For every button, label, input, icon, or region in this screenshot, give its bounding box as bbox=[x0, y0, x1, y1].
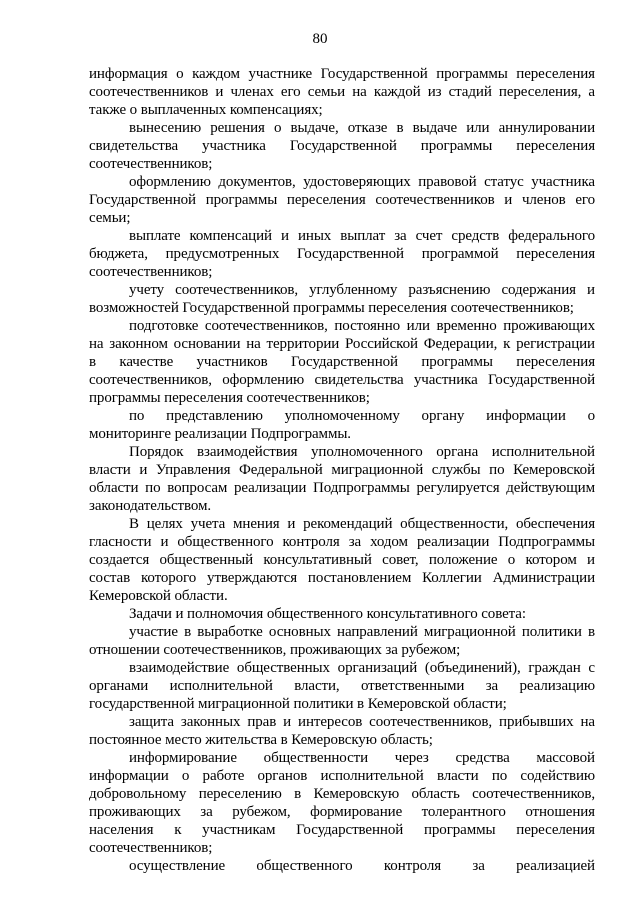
text-line: семьи; bbox=[89, 210, 131, 226]
text-line: защита законных прав и интересов соотечественников, прибывших на bbox=[129, 714, 595, 730]
text-line: мониторинге реализации Подпрограммы. bbox=[89, 426, 351, 442]
text-line: населения к участникам Государственной программы переселения bbox=[89, 822, 595, 838]
text-line: информации о работе органов исполнительной власти по содействию bbox=[89, 768, 595, 784]
text-line: информация о каждом участнике Государственной программы переселения bbox=[89, 66, 595, 82]
text-line: Кемеровской области. bbox=[89, 588, 228, 604]
text-line: на законном основании на территории Российской Федерации, к регистрации bbox=[89, 336, 595, 352]
text-line: Государственной программы переселения соотечественников и членов его bbox=[89, 192, 595, 208]
text-line: подготовке соотечественников, постоянно или временно проживающих bbox=[129, 318, 595, 334]
text-line: В целях учета мнения и рекомендаций общественности, обеспечения bbox=[129, 516, 595, 532]
text-line: органами исполнительной власти, ответственными за реализацию bbox=[89, 678, 595, 694]
text-line: государственной миграционной политики в Кемеровской области; bbox=[89, 696, 507, 712]
text-line: соотечественников; bbox=[89, 264, 213, 280]
text-line: осуществление общественного контроля за реализацией bbox=[129, 858, 595, 874]
text-line: участие в выработке основных направлений миграционной политики в bbox=[129, 624, 595, 640]
text-line: информирование общественности через средства массовой bbox=[129, 750, 595, 766]
text-line: оформлению документов, удостоверяющих правовой статус участника bbox=[129, 174, 595, 190]
text-line: в качестве участников Государственной программы переселения bbox=[89, 354, 595, 370]
page-number: 80 bbox=[312, 31, 328, 47]
text-line: соотечественников, оформлению свидетельства участника Государственной bbox=[89, 372, 595, 388]
text-line: бюджета, предусмотренных Государственной программой переселения bbox=[89, 246, 595, 262]
text-line: Порядок взаимодействия уполномоченного органа исполнительной bbox=[129, 444, 595, 460]
text-line: также о выплаченных компенсациях; bbox=[89, 102, 323, 118]
text-line: соотечественников и членах его семьи на каждой из стадий переселения, а bbox=[89, 84, 595, 100]
text-line: области по вопросам реализации Подпрограммы регулируется действующим bbox=[89, 480, 595, 496]
text-line: учету соотечественников, углубленному разъяснению содержания и bbox=[129, 282, 595, 298]
text-line: программы переселения соотечественников; bbox=[89, 390, 370, 406]
text-line: возможностей Государственной программы переселения соотечественников; bbox=[89, 300, 574, 316]
text-line: законодательством. bbox=[89, 498, 211, 514]
text-line: соотечественников; bbox=[89, 156, 213, 172]
text-line: гласности и общественного контроля за ходом реализации Подпрограммы bbox=[89, 534, 595, 550]
text-line: взаимодействие общественных организаций (объединений), граждан с bbox=[129, 660, 595, 676]
text-line: постоянное место жительства в Кемеровскую область; bbox=[89, 732, 433, 748]
text-line: создается общественный консультативный совет, положение о котором и bbox=[89, 552, 595, 568]
text-line: отношении соотечественников, проживающих за рубежом; bbox=[89, 642, 461, 658]
text-line: Задачи и полномочия общественного консультативного совета: bbox=[129, 606, 526, 622]
text-line: выплате компенсаций и иных выплат за счет средств федерального bbox=[129, 228, 595, 244]
text-line: власти и Управления Федеральной миграционной службы по Кемеровской bbox=[89, 462, 595, 478]
text-line: соотечественников; bbox=[89, 840, 213, 856]
text-line: вынесению решения о выдаче, отказе в выдаче или аннулировании bbox=[129, 120, 595, 136]
text-line: проживающих за рубежом, формирование толерантного отношения bbox=[89, 804, 595, 820]
document-body bbox=[89, 65, 595, 875]
text-line: добровольному переселению в Кемеровскую область соотечественников, bbox=[89, 786, 595, 802]
text-line: по представлению уполномоченному органу информации о bbox=[129, 408, 595, 424]
text-line: состав которого утверждаются постановлением Коллегии Администрации bbox=[89, 570, 595, 586]
text-line: свидетельства участника Государственной программы переселения bbox=[89, 138, 595, 154]
